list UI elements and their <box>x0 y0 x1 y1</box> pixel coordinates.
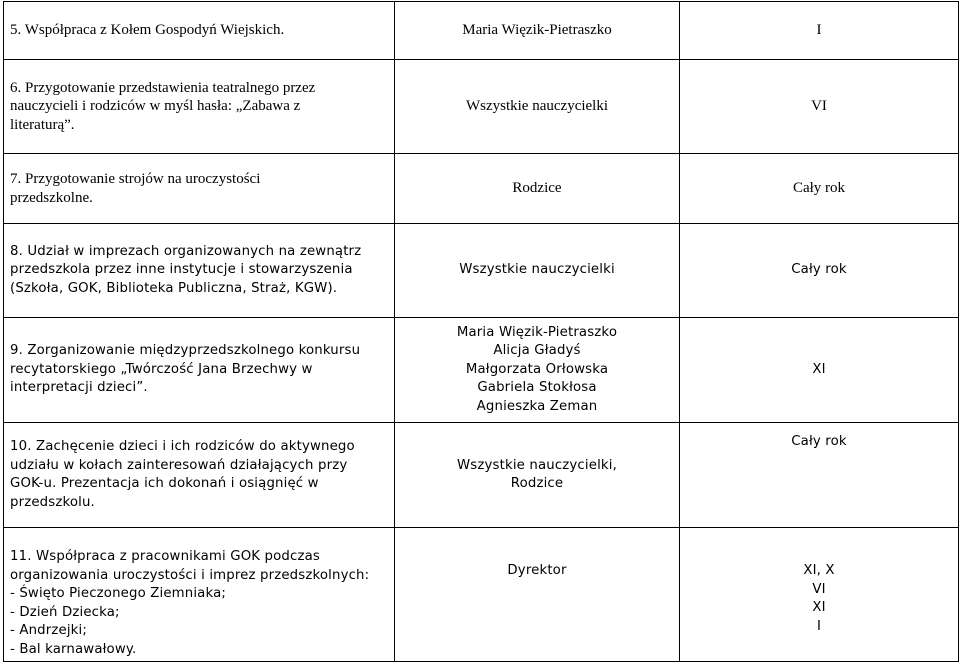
responsible-text: Alicja Gładyś <box>493 343 581 359</box>
table-row <box>4 154 959 224</box>
term-text: XI <box>812 361 826 377</box>
responsible-cell <box>395 2 680 60</box>
task-cell <box>4 224 395 318</box>
responsible-cell <box>395 423 680 528</box>
table-row <box>4 423 959 528</box>
task-text: 6. Przygotowanie przedstawienia teatralnego przez <box>10 79 316 96</box>
responsible-cell <box>395 154 680 224</box>
table-row <box>4 2 959 60</box>
task-cell <box>4 528 395 662</box>
responsible-cell <box>395 224 680 318</box>
responsible-text: Wszystkie nauczycielki <box>465 98 609 115</box>
responsible-text: Maria Więzik-Pietraszko <box>456 324 618 340</box>
task-text: - Dzień Dziecka; <box>10 604 120 620</box>
task-text: 7. Przygotowanie strojów na uroczystości <box>10 171 261 187</box>
task-text: przedszkolne. <box>10 189 93 206</box>
responsible-cell <box>395 528 680 662</box>
task-text: 9. Zorganizowanie międzyprzedszkolnego konkursu <box>10 343 361 359</box>
responsible-text: Agnieszka Zeman <box>476 398 598 414</box>
term-text: XI <box>812 600 826 615</box>
term-text: Cały rok <box>791 262 847 278</box>
term-cell <box>680 528 959 662</box>
task-cell <box>4 154 395 224</box>
task-text: interpretacji dzieci”. <box>10 380 148 396</box>
task-text: recytatorskiego „Twórczość Jana Brzechwy w <box>10 361 313 377</box>
term-text: VI <box>812 581 826 597</box>
task-text: udziału w kołach zainteresowań działających przy <box>10 457 348 473</box>
task-cell <box>4 423 395 528</box>
task-text: organizowania uroczystości i imprez przedszkolnych: <box>10 567 370 583</box>
term-cell <box>680 154 959 224</box>
task-text: przedszkolu. <box>10 494 95 510</box>
task-text: - Bal karnawałowy. <box>10 641 137 657</box>
task-text: - Andrzejki; <box>10 623 87 638</box>
term-text: VI <box>811 98 827 115</box>
task-cell <box>4 2 395 60</box>
task-text: GOK-u. Prezentacja ich dokonań i osiągnięć w <box>10 476 319 491</box>
responsible-text: Wszystkie nauczycielki <box>459 262 615 278</box>
task-text: literaturą”. <box>10 116 75 133</box>
task-text: 8. Udział w imprezach organizowanych na zewnątrz <box>10 243 362 259</box>
task-text: przedszkola przez inne instytucje i stowarzyszenia <box>10 262 353 278</box>
responsible-text: Małgorzata Orłowska <box>465 361 609 377</box>
table-row <box>4 528 959 662</box>
task-text: nauczycieli i rodziców w myśl hasła: „Zabawa z <box>10 98 301 115</box>
task-text: 10. Zachęcenie dzieci i ich rodziców do aktywnego <box>10 439 355 454</box>
table-row <box>4 318 959 423</box>
term-cell <box>680 423 959 528</box>
term-cell <box>680 60 959 154</box>
responsible-text: Gabriela Stokłosa <box>477 380 597 396</box>
term-text: I <box>816 618 822 634</box>
term-text: Cały rok <box>791 434 847 449</box>
task-text: - Święto Pieczonego Ziemniaka; <box>10 586 227 601</box>
responsible-text: Rodzice <box>510 476 564 491</box>
task-cell <box>4 318 395 423</box>
table-row <box>4 60 959 154</box>
task-text: 5. Współpraca z Kołem Gospodyń Wiejskich. <box>10 22 285 39</box>
term-cell <box>680 318 959 423</box>
term-cell <box>680 2 959 60</box>
term-text: XI, X <box>803 563 835 578</box>
responsible-text: Dyrektor <box>507 563 567 578</box>
table-row <box>4 224 959 318</box>
responsible-text: Wszystkie nauczycielki, <box>457 457 617 473</box>
responsible-text: Rodzice <box>512 180 562 197</box>
term-text: I <box>816 22 822 39</box>
responsible-text: Maria Więzik-Pietraszko <box>462 22 612 39</box>
task-cell <box>4 60 395 154</box>
term-text: Cały rok <box>792 180 846 197</box>
responsible-cell <box>395 318 680 423</box>
responsible-cell <box>395 60 680 154</box>
activity-plan-table <box>3 1 959 662</box>
task-text: (Szkoła, GOK, Biblioteka Publiczna, Straż, KGW). <box>10 280 338 296</box>
term-cell <box>680 224 959 318</box>
task-text: 11. Współpraca z pracownikami GOK podczas <box>10 549 320 564</box>
